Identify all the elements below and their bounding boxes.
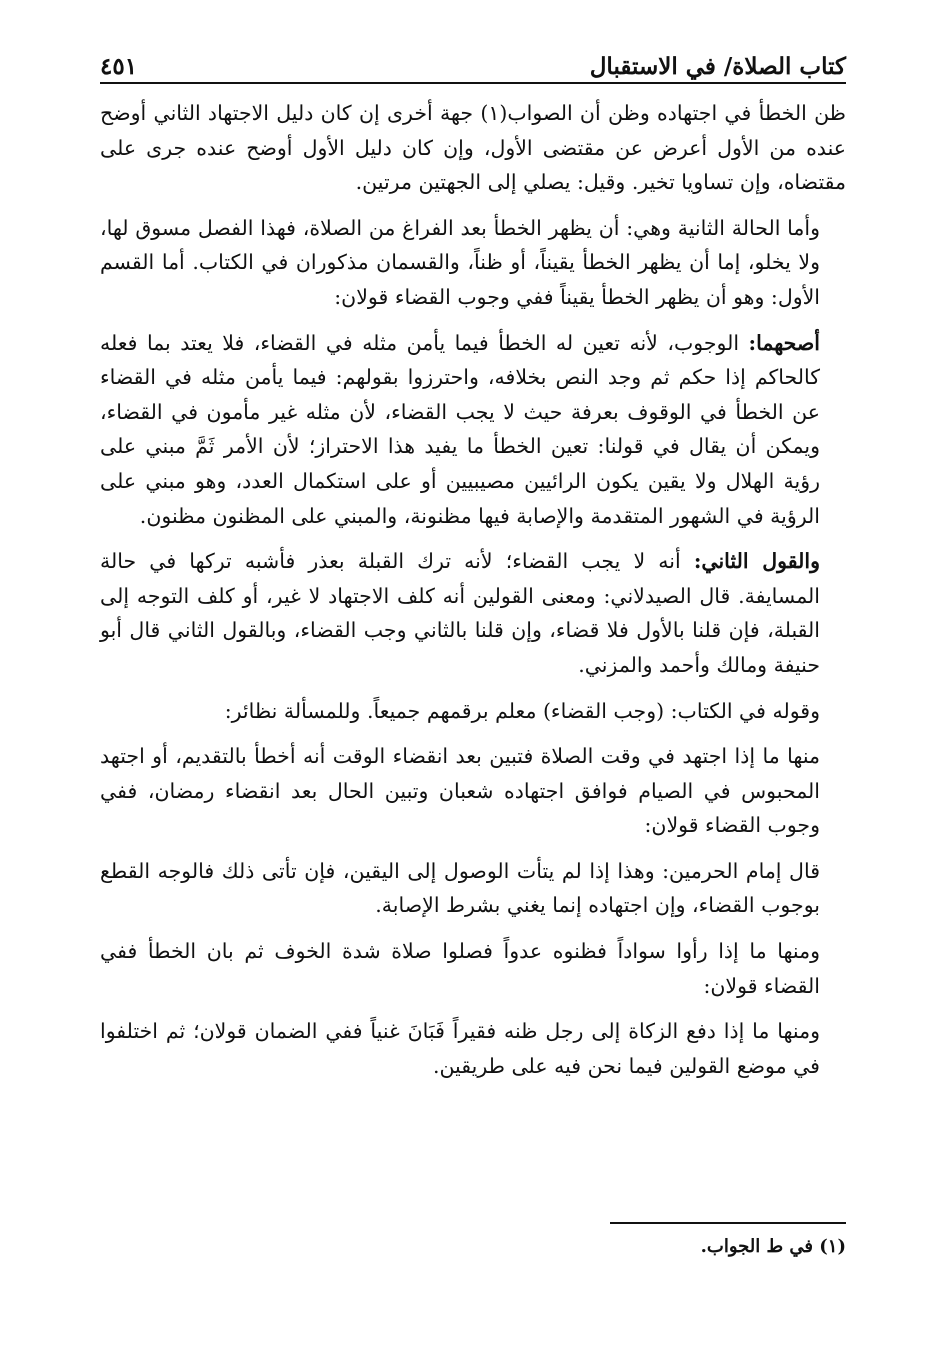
paragraph bbox=[100, 96, 846, 200]
footnote-rule bbox=[610, 1222, 846, 1224]
paragraph-text: ظن الخطأ في اجتهاده وظن أن الصواب(١) جهة أخرى إن كان دليل الاجتهاد الثاني أوضح عنده من الأول أعرض عن مقتضى الأول، وإن كان دليل الأول أوضح عنده جرى على مقتضاه، وإن تساويا تخير. وقيل: يصلي إلى الجهتين مرتين. bbox=[100, 101, 846, 195]
paragraph-text: وأما الحالة الثانية وهي: أن يظهر الخطأ بعد الفراغ من الصلاة، فهذا الفصل مسوق لها، ولا يخلو، إما أن يظهر الخطأ يقيناً، أو ظناً، والقسمان مذكوران في الكتاب. أما القسم الأول: وهو أن يظهر الخطأ يقيناً ففي وجوب القضاء قولان: bbox=[100, 215, 820, 309]
paragraph bbox=[100, 934, 846, 1003]
paragraph-lead: والقول الثاني: bbox=[693, 549, 820, 574]
paragraph bbox=[100, 326, 846, 534]
paragraph-text: ومنها ما إذا رأوا سواداً فظنوه عدواً فصلوا صلاة شدة الخوف ثم بان الخطأ ففي القضاء قولان: bbox=[100, 939, 820, 998]
paragraph-text: منها ما إذا اجتهد في وقت الصلاة فتبين بعد انقضاء الوقت أنه أخطأ بالتقديم، أو اجتهد المحبوس في الصيام فوافق اجتهاده شعبان وتبين الحال بعد انقضاء رمضان، ففي وجوب القضاء قولان: bbox=[100, 744, 820, 838]
paragraph bbox=[100, 854, 846, 923]
paragraph-text: وقوله في الكتاب: (وجب القضاء) معلم برقمهم جميعاً. وللمسألة نظائر: bbox=[224, 698, 820, 723]
paragraph bbox=[100, 544, 846, 682]
paragraph bbox=[100, 694, 846, 729]
footnote: (١) في ط الجواب. bbox=[700, 1236, 846, 1257]
paragraph-text: الوجوب، لأنه تعين له الخطأ فيما يأمن مثله في القضاء، فلا يعتد بما فعله كالحاكم إذا حكم ثم وجد النص بخلافه، واحترزوا بقولهم: فيما يأمن مثله في القضاء عن الخطأ في الوقوف بعرفة حيث لا يجب القضاء، لأن مثله غير مأمون في القضاء، ويمكن أن يقال في قولنا: تعين الخطأ ما يفيد هذا الاحتراز؛ لأن الأمر ثَمَّ مبني على رؤية الهلال ولا يقين يكون الرائيين مصيبيين أو على استكمال العدد، وهو مبني على الرؤية في الشهور المتقدمة والإصابة فيها مظنونة، والمبني على المظنون مظنون. bbox=[100, 330, 820, 528]
paragraph bbox=[100, 1014, 846, 1083]
paragraph-text: قال إمام الحرمين: وهذا إذا لم يتأت الوصول إلى اليقين، فإن تأتى ذلك فالوجه القطع بوجوب القضاء، وإن اجتهاده إنما يغني بشرط الإصابة. bbox=[100, 858, 820, 918]
running-title: كتاب الصلاة/ في الاستقبال bbox=[589, 53, 846, 80]
paragraph-lead: أصحهما: bbox=[748, 330, 820, 355]
body-text bbox=[100, 96, 846, 1094]
paragraph-text: ومنها ما إذا دفع الزكاة إلى رجل ظنه فقيراً فَبَانَ غنياً ففي الضمان قولان؛ ثم اختلفوا في موضع القولين فيما نحن فيه على طريقين. bbox=[100, 1019, 820, 1078]
page-header bbox=[100, 36, 846, 80]
paragraph bbox=[100, 211, 846, 315]
paragraph bbox=[100, 739, 846, 843]
paragraph-text: أنه لا يجب القضاء؛ لأنه ترك القبلة بعذر فأشبه تركها في حالة المسايفة. قال الصيدلاني: ومعنى القولين أنه كلف الاجتهاد لا غير، أو كلف التوجه إلى القبلة، فإن قلنا بالأول فلا قضاء، وإن قلنا بالثاني وجب القضاء، وبالقول الثاني قال أبو حنيفة ومالك وأحمد والمزني. bbox=[100, 549, 820, 677]
page-number: ٤٥١ bbox=[100, 53, 138, 80]
header-rule bbox=[100, 82, 846, 84]
